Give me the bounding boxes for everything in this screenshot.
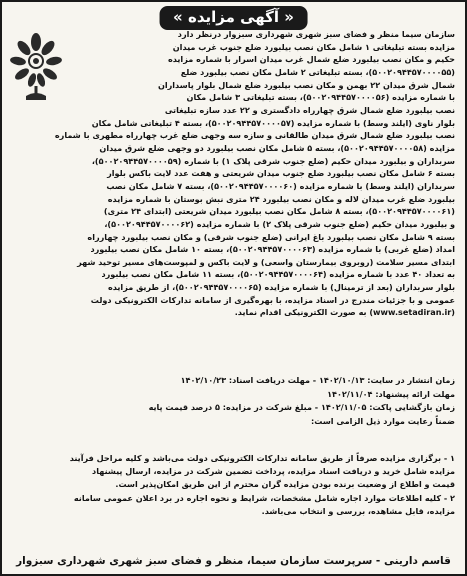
bid-deadline-line: مهلت ارائه پیشنهاد: ۱۴۰۲/۱۱/۰۴ [327,388,455,399]
body-line: امداد (ضلع غربی) با شماره مزایده (۵۰۰۲۰۹۴۴۵۷۰۰۰۰۶۳)، بسته ۱۰ شامل مکان نصب بیلبورد [90,244,455,255]
body-line: نصب بیلبورد ضلع شمال شرق میدان طالقانی و سازه سه وجهی ضلع غرب چهارراه مطهری با شماره [54,130,455,141]
body-line: بلوار سربداران (بعد از ترمینال) با شماره مزایده (۵۰۰۲۰۹۴۴۵۷۰۰۰۰۶۵)، از طریق مزایده [107,282,455,293]
body-line: سازمان سیما منظر و فضای سبز شهری شهرداری سبزوار درنظر دارد [177,29,455,39]
body-line: نصب بیلبورد ضلع شمال شرق چهارراه دادگستری و ۲۲ عدد سازه تبلیغاتی [164,104,455,115]
condition-line: ۱ - برگزاری مزایده صرفاً از طریق سامانه تدارکات الکترونیکی دولت می‌باشد و کلیه مراحل فرآیند [69,453,455,463]
body-line: (۵۰۰۲۰۹۴۴۵۷۰۰۰۰۵۵)، بسته تبلیغاتی ۲ شامل مکان نصب بیلبورد ضلع [180,66,455,77]
body-line: سربداران و بیلبورد میدان حکیم (ضلع جنوب شرقی پلاک ۱) با شماره (۵۰۰۲۰۹۴۴۵۷۰۰۰۰۵۹)، [91,155,455,166]
notice-conditions [8,452,455,518]
opening-date-line: زمان بازگشایی پاکت: ۱۴۰۲/۱۱/۰۵ - مبلغ شرکت در مزایده: ۵ درصد قیمت پایه [148,402,455,412]
notice-title: « آگهی مزایده » [159,6,308,30]
condition-line: قیمت و اطلاع از وضعیت برنده بودن مزایده گران محترم از این طریق امکان‌پذیر است. [115,479,455,490]
condition-line: ۲ - کلیه اطلاعات موارد اجاره شامل مشخصات، شرایط و نحوه اجاره در برد اعلان عمومی سامانه [73,492,455,503]
body-line: با شماره مزایده (۵۰۰۲۰۹۴۴۵۷۰۰۰۰۵۶)، بسته تبلیغاتی ۳ شامل مکان [186,92,455,103]
body-line: مزایده (۵۰۰۲۰۹۴۴۵۷۰۰۰۰۵۸)، بسته ۵ شامل مکان نصب بیلبورد دو وجهی ضلع شرق میدان [99,142,455,153]
requirements-heading: ضمناً رعایت موارد ذیل الزامی است: [311,415,455,426]
body-line: بیلبورد ضلع غرب میدان لاله و مکان نصب بیلبورد ۲۴ متری نبش بوستان با شماره مزایده [107,193,455,204]
body-line: (www.setadiran.ir) به صورت الکترونیکی اقدام نماید. [234,307,455,318]
notice-details [8,117,455,320]
body-line: شمال شرق میدان ۲۲ بهمن و مکان نصب بیلبورد ضلع شمال بلوار پاسداران [157,79,455,90]
body-line: به تعداد ۴۰ عدد با شماره مزایده (۵۰۰۲۰۹۴۴۵۷۰۰۰۰۶۴)، بسته ۱۱ شامل مکان نصب بیلبورد [101,269,455,280]
body-line: و بیلبورد میدان حکیم (ضلع جنوب شرقی پلاک ۲) با شماره مزایده (۵۰۰۲۰۹۴۴۵۷۰۰۰۰۶۲)، [104,218,455,229]
body-line: سربداران (ایلند وسط) با شماره مزایده (۵۰۰۲۰۹۴۴۵۷۰۰۰۰۶۰)، بسته ۷ شامل مکان نصب [106,180,455,191]
notice-intro [8,28,455,117]
notice-dates [8,374,455,428]
condition-line: مزایده شامل خرید و دریافت اسناد مزایده، پرداخت تضمین شرکت در مزایده، ارسال پیشنهاد [92,466,455,477]
body-line: (۵۰۰۲۰۹۴۴۵۷۰۰۰۰۶۱)، بسته ۸ شامل مکان نصب بیلبورد میدان شریعتی (ابتدای ۲۴ متری) [103,206,455,217]
body-line: بلوار ناوی (ایلند وسط) با شماره مزایده (۵۰۰۲۰۹۴۴۵۷۰۰۰۰۵۷)، بسته ۴ تبلیغاتی شامل مکان [91,117,455,128]
body-line: عمومی و با جزئیات مندرج در اسناد مزایده، با بهره‌گیری از سامانه تدارکات الکترونیکی دولت [90,294,455,305]
body-line: حکیم و مکان نصب بیلبورد ضلع شمال غرب میدان اسرار با شماره مزایده [167,54,455,65]
body-line: بسته ۶ شامل مکان نصب بیلبورد ضلع جنوب میدان شریعتی و هفت عدد لایت باکس بلوار [107,168,455,179]
body-line: ابتدای مسیر سلامت (روبروی بیمارستان واسعی) و لایت باکس و لمپوست‌های مسیر توحید شهر [77,256,455,267]
body-line: بسته ۹ شامل مکان نصب بیلبورد باغ ایرانی (ضلع جنوب شرقی) و مکان نصب بیلبورد چهارراه [87,231,455,242]
condition-line: مزایده، قابل مشاهده، بررسی و انتخاب می‌باشد. [261,505,455,516]
signature: قاسم دارینی - سرپرست سازمان سیما، منظر و فضای سبز شهری شهرداری سبزوار [16,555,451,567]
notice-body [8,28,455,319]
publish-date-line: زمان انتشار در سایت: ۱۴۰۲/۱۰/۱۳ - مهلت دریافت اسناد: ۱۴۰۲/۱۰/۲۳ [180,375,455,385]
body-line: مزایده بسته تبلیغاتی ۱ شامل مکان نصب بیلبورد ضلع جنوب غرب میدان [172,41,455,52]
